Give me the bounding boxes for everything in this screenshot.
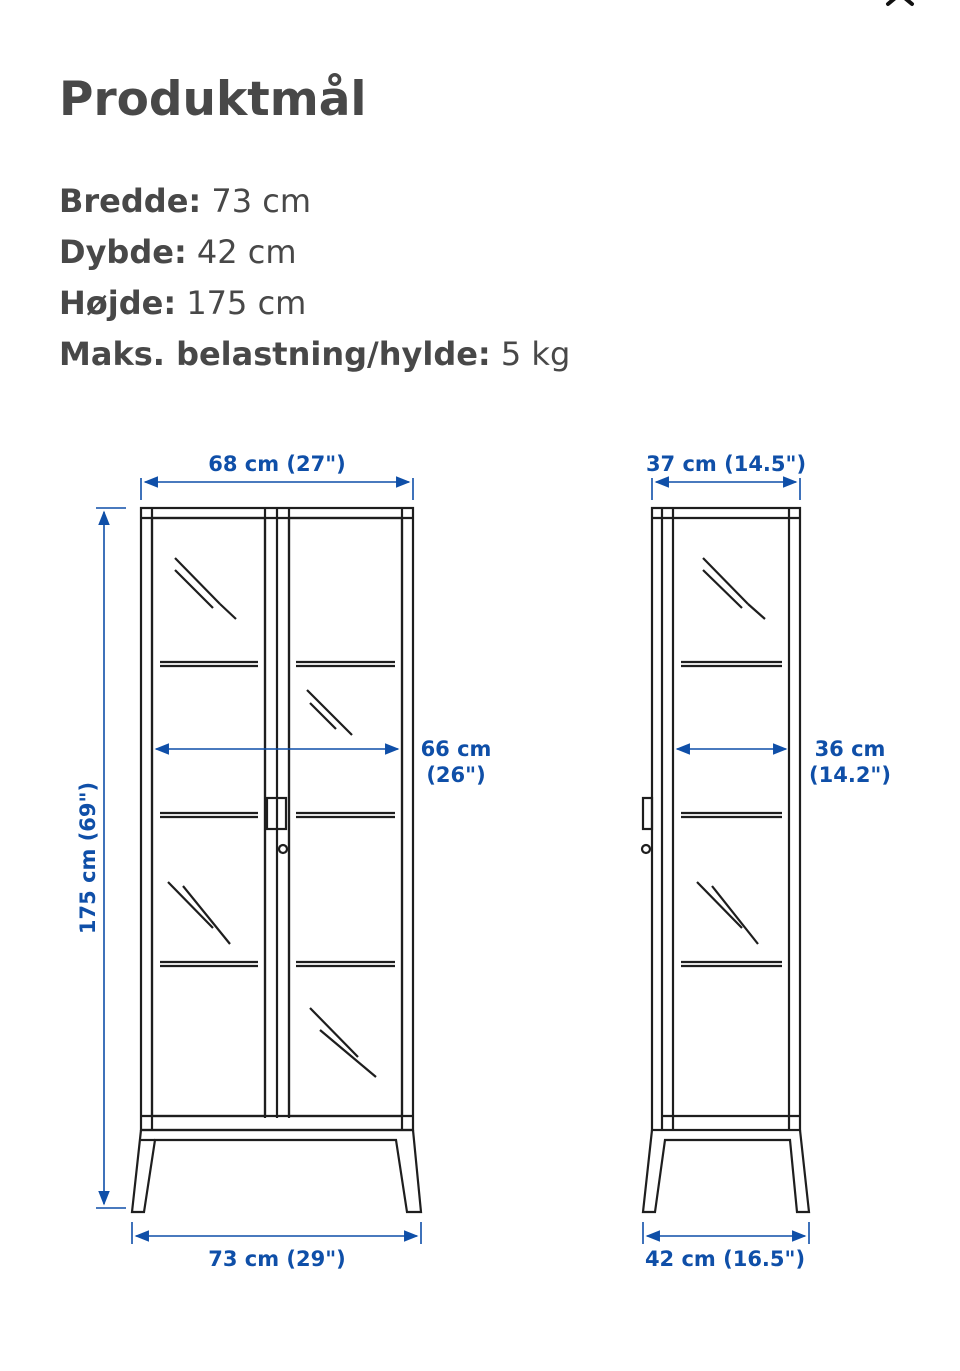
dimension-value: 175 cm [186, 284, 307, 322]
dimension-value: 42 cm [196, 233, 297, 271]
front-view-cabinet [132, 508, 421, 1212]
page-title: Produktmål [59, 72, 367, 127]
front-inner-width-inch-label: (26") [426, 763, 486, 787]
dimension-value: 73 cm [211, 182, 312, 220]
dimension-value: 5 kg [500, 335, 571, 373]
side-bottom-depth-label: 42 cm (16.5") [644, 1247, 806, 1271]
dimension-label: Dybde: [59, 233, 187, 271]
dimension-label: Højde: [59, 284, 177, 322]
side-inner-depth-label: 36 cm [814, 737, 886, 761]
side-inner-depth-inch-label: (14.2") [809, 763, 891, 787]
front-bottom-width-label: 73 cm (29") [208, 1247, 346, 1271]
side-top-depth-label: 37 cm (14.5") [645, 452, 807, 476]
dimension-label: Bredde: [59, 182, 202, 220]
front-top-width-label: 68 cm (27") [208, 452, 346, 476]
front-inner-width-label: 66 cm [420, 737, 492, 761]
dimension-label: Maks. belastning/hylde: [59, 335, 491, 373]
front-height-label: 175 cm (69") [76, 781, 100, 935]
side-view-cabinet [642, 508, 809, 1212]
